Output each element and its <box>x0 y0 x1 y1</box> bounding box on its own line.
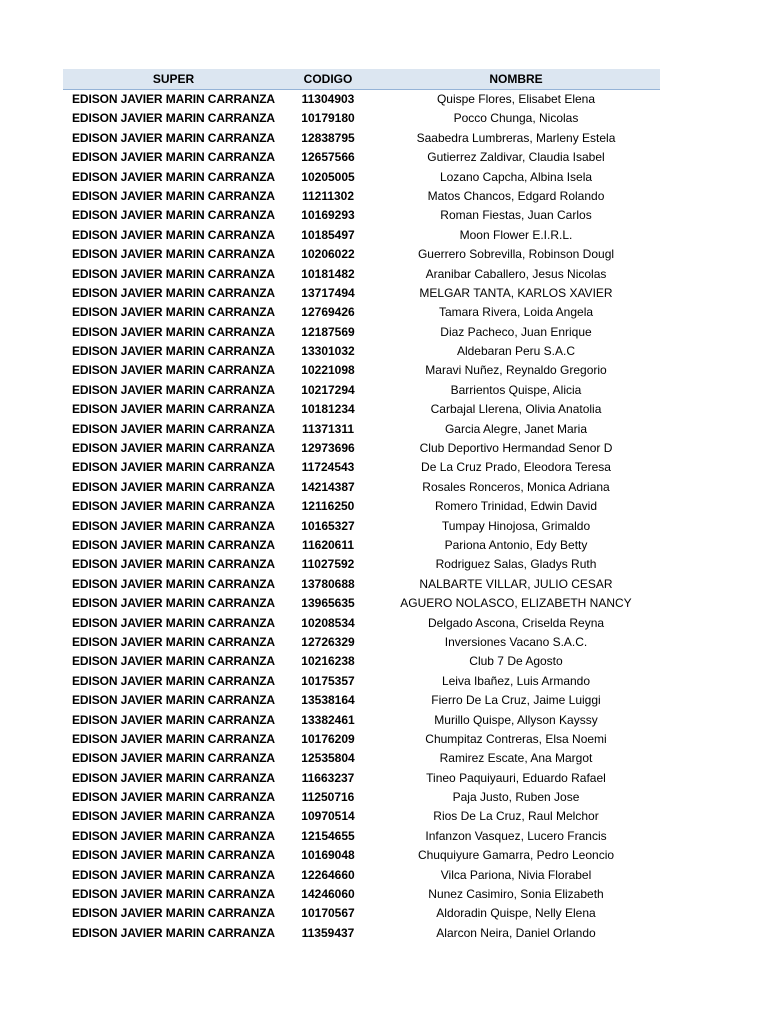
cell-codigo: 12116250 <box>301 499 355 514</box>
cell-nombre: Vilca Pariona, Nivia Florabel <box>440 867 592 882</box>
cell-codigo: 13965635 <box>301 596 355 611</box>
cell-super: EDISON JAVIER MARIN CARRANZA <box>72 421 275 436</box>
cell-nombre: Club Deportivo Hermandad Senor D <box>419 441 613 456</box>
cell-nombre: Paja Justo, Ruben Jose <box>452 790 580 805</box>
table-row <box>63 187 660 206</box>
cell-super: EDISON JAVIER MARIN CARRANZA <box>72 848 275 863</box>
cell-super: EDISON JAVIER MARIN CARRANZA <box>72 92 275 106</box>
cell-nombre: Aranibar Caballero, Jesus Nicolas <box>425 266 607 281</box>
table-row <box>63 846 660 865</box>
cell-codigo: 13382461 <box>301 712 355 727</box>
cell-nombre: Fierro De La Cruz, Jaime Luiggi <box>431 693 601 708</box>
table-row <box>63 381 660 400</box>
table-row <box>63 924 660 943</box>
cell-nombre: MELGAR TANTA, KARLOS XAVIER <box>419 285 613 300</box>
cell-codigo: 10181482 <box>301 266 355 281</box>
table-row <box>63 226 660 245</box>
cell-nombre: Matos Chancos, Edgard Rolando <box>427 188 605 203</box>
cell-super: EDISON JAVIER MARIN CARRANZA <box>72 188 275 203</box>
cell-codigo: 10176209 <box>301 731 355 746</box>
cell-super: EDISON JAVIER MARIN CARRANZA <box>72 247 275 262</box>
cell-super: EDISON JAVIER MARIN CARRANZA <box>72 169 275 184</box>
table-row <box>63 769 660 788</box>
cell-super: EDISON JAVIER MARIN CARRANZA <box>72 285 275 300</box>
cell-nombre: Quispe Flores, Elisabet Elena <box>436 92 596 106</box>
cell-nombre: Moon Flower E.I.R.L. <box>459 227 573 242</box>
table-row <box>63 575 660 594</box>
cell-nombre: Tineo Paquiyauri, Eduardo Rafael <box>426 770 606 785</box>
cell-nombre: Chuquiyure Gamarra, Pedro Leoncio <box>417 848 615 863</box>
cell-super: EDISON JAVIER MARIN CARRANZA <box>72 363 275 378</box>
cell-super: EDISON JAVIER MARIN CARRANZA <box>72 790 275 805</box>
table-body <box>63 90 660 943</box>
table-row <box>63 109 660 128</box>
cell-nombre: Ramirez Escate, Ana Margot <box>439 751 593 766</box>
cell-codigo: 11250716 <box>301 790 355 805</box>
table-row <box>63 420 660 439</box>
cell-codigo: 11304903 <box>301 92 355 106</box>
cell-super: EDISON JAVIER MARIN CARRANZA <box>72 925 275 940</box>
cell-codigo: 12838795 <box>301 130 355 145</box>
cell-nombre: AGUERO NOLASCO, ELIZABETH NANCY <box>400 596 632 611</box>
cell-super: EDISON JAVIER MARIN CARRANZA <box>72 111 275 126</box>
cell-super: EDISON JAVIER MARIN CARRANZA <box>72 576 275 591</box>
cell-codigo: 10175357 <box>301 673 355 688</box>
cell-nombre: Diaz Pacheco, Juan Enrique <box>440 324 592 339</box>
cell-nombre: Leiva Ibañez, Luis Armando <box>441 673 591 688</box>
column-header-nombre: NOMBRE <box>489 72 543 86</box>
cell-codigo: 10216238 <box>301 654 355 669</box>
cell-nombre: Inversiones Vacano S.A.C. <box>444 634 588 649</box>
cell-codigo: 10179180 <box>301 111 355 126</box>
table-row <box>63 672 660 691</box>
cell-super: EDISON JAVIER MARIN CARRANZA <box>72 887 275 902</box>
cell-codigo: 10169293 <box>301 208 355 223</box>
cell-codigo: 10205005 <box>301 169 355 184</box>
cell-super: EDISON JAVIER MARIN CARRANZA <box>72 693 275 708</box>
cell-codigo: 10170567 <box>301 906 355 921</box>
table-row <box>63 866 660 885</box>
cell-codigo: 11663237 <box>301 770 355 785</box>
cell-nombre: Maravi Nuñez, Reynaldo Gregorio <box>425 363 607 378</box>
table-row <box>63 497 660 516</box>
cell-super: EDISON JAVIER MARIN CARRANZA <box>72 537 275 552</box>
cell-nombre: Barrientos Quispe, Alicia <box>450 382 582 397</box>
cell-nombre: Chumpitaz Contreras, Elsa Noemi <box>425 731 607 746</box>
cell-codigo: 12769426 <box>301 305 355 320</box>
column-header-codigo: CODIGO <box>303 72 353 86</box>
cell-codigo: 10181234 <box>301 402 355 417</box>
table-row <box>63 555 660 574</box>
cell-super: EDISON JAVIER MARIN CARRANZA <box>72 402 275 417</box>
cell-super: EDISON JAVIER MARIN CARRANZA <box>72 227 275 242</box>
cell-nombre: Pocco Chunga, Nicolas <box>453 111 579 126</box>
cell-super: EDISON JAVIER MARIN CARRANZA <box>72 673 275 688</box>
cell-nombre: Saabedra Lumbreras, Marleny Estela <box>416 130 616 145</box>
cell-codigo: 10185497 <box>301 227 355 242</box>
column-header-super: SUPER <box>152 72 195 86</box>
cell-nombre: De La Cruz Prado, Eleodora Teresa <box>421 460 611 475</box>
cell-super: EDISON JAVIER MARIN CARRANZA <box>72 809 275 824</box>
cell-nombre: Tamara Rivera, Loida Angela <box>438 305 594 320</box>
cell-nombre: Rios De La Cruz, Raul Melchor <box>433 809 599 824</box>
cell-super: EDISON JAVIER MARIN CARRANZA <box>72 130 275 145</box>
cell-super: EDISON JAVIER MARIN CARRANZA <box>72 712 275 727</box>
cell-codigo: 11027592 <box>301 557 355 572</box>
cell-nombre: Guerrero Sobrevilla, Robinson Dougl <box>417 247 615 262</box>
cell-super: EDISON JAVIER MARIN CARRANZA <box>72 324 275 339</box>
cell-codigo: 10165327 <box>301 518 355 533</box>
cell-super: EDISON JAVIER MARIN CARRANZA <box>72 654 275 669</box>
table-row <box>63 361 660 380</box>
cell-codigo: 11620611 <box>301 537 355 552</box>
cell-nombre: Pariona Antonio, Edy Betty <box>444 537 588 552</box>
cell-super: EDISON JAVIER MARIN CARRANZA <box>72 382 275 397</box>
cell-super: EDISON JAVIER MARIN CARRANZA <box>72 828 275 843</box>
table-header-row <box>63 69 660 90</box>
table-row <box>63 652 660 671</box>
cell-nombre: Club 7 De Agosto <box>469 654 563 669</box>
cell-super: EDISON JAVIER MARIN CARRANZA <box>72 460 275 475</box>
table-row <box>63 827 660 846</box>
table-row <box>63 885 660 904</box>
cell-super: EDISON JAVIER MARIN CARRANZA <box>72 344 275 359</box>
cell-super: EDISON JAVIER MARIN CARRANZA <box>72 634 275 649</box>
table-row <box>63 168 660 187</box>
table-row <box>63 129 660 148</box>
cell-codigo: 12535804 <box>301 751 355 766</box>
cell-nombre: Aldoradin Quispe, Nelly Elena <box>436 906 596 921</box>
table-row <box>63 594 660 613</box>
cell-codigo: 11724543 <box>301 460 355 475</box>
cell-codigo: 13301032 <box>301 344 355 359</box>
cell-super: EDISON JAVIER MARIN CARRANZA <box>72 906 275 921</box>
cell-nombre: Roman Fiestas, Juan Carlos <box>440 208 592 223</box>
cell-super: EDISON JAVIER MARIN CARRANZA <box>72 770 275 785</box>
table-row <box>63 265 660 284</box>
cell-codigo: 12973696 <box>301 441 355 456</box>
table-row <box>63 691 660 710</box>
cell-super: EDISON JAVIER MARIN CARRANZA <box>72 305 275 320</box>
cell-nombre: Tumpay Hinojosa, Grimaldo <box>441 518 591 533</box>
table-row <box>63 730 660 749</box>
table-row <box>63 284 660 303</box>
cell-super: EDISON JAVIER MARIN CARRANZA <box>72 441 275 456</box>
cell-nombre: Alarcon Neira, Daniel Orlando <box>436 925 596 940</box>
cell-super: EDISON JAVIER MARIN CARRANZA <box>72 615 275 630</box>
cell-codigo: 14246060 <box>301 887 355 902</box>
cell-codigo: 10217294 <box>301 382 355 397</box>
table-row <box>63 206 660 225</box>
cell-codigo: 14214387 <box>301 479 355 494</box>
cell-super: EDISON JAVIER MARIN CARRANZA <box>72 557 275 572</box>
table-row <box>63 749 660 768</box>
cell-super: EDISON JAVIER MARIN CARRANZA <box>72 596 275 611</box>
cell-nombre: Nunez Casimiro, Sonia Elizabeth <box>428 887 604 902</box>
cell-super: EDISON JAVIER MARIN CARRANZA <box>72 518 275 533</box>
table-row <box>63 148 660 167</box>
cell-nombre: Infanzon Vasquez, Lucero Francis <box>425 828 607 843</box>
table-row <box>63 788 660 807</box>
cell-nombre: Gutierrez Zaldivar, Claudia Isabel <box>427 150 605 165</box>
cell-super: EDISON JAVIER MARIN CARRANZA <box>72 731 275 746</box>
cell-codigo: 11371311 <box>301 421 355 436</box>
cell-nombre: Lozano Capcha, Albina Isela <box>439 169 593 184</box>
cell-super: EDISON JAVIER MARIN CARRANZA <box>72 208 275 223</box>
cell-codigo: 12187569 <box>301 324 355 339</box>
table-row <box>63 711 660 730</box>
cell-codigo: 10208534 <box>301 615 355 630</box>
table-row <box>63 400 660 419</box>
cell-codigo: 12154655 <box>301 828 355 843</box>
table-row <box>63 536 660 555</box>
table-row <box>63 478 660 497</box>
table-row <box>63 614 660 633</box>
cell-codigo: 10221098 <box>301 363 355 378</box>
table-row <box>63 303 660 322</box>
cell-nombre: Rodriguez Salas, Gladys Ruth <box>435 557 597 572</box>
cell-nombre: Rosales Ronceros, Monica Adriana <box>422 479 610 494</box>
table-row <box>63 439 660 458</box>
table-row <box>63 323 660 342</box>
cell-codigo: 10970514 <box>301 809 355 824</box>
cell-codigo: 11211302 <box>301 188 355 203</box>
spreadsheet-table <box>63 69 660 943</box>
cell-super: EDISON JAVIER MARIN CARRANZA <box>72 150 275 165</box>
cell-codigo: 12657566 <box>301 150 355 165</box>
cell-codigo: 12726329 <box>301 634 355 649</box>
table-row <box>63 807 660 826</box>
cell-nombre: Carbajal Llerena, Olivia Anatolia <box>430 402 602 417</box>
cell-super: EDISON JAVIER MARIN CARRANZA <box>72 867 275 882</box>
table-row <box>63 90 660 109</box>
cell-nombre: Murillo Quispe, Allyson Kayssy <box>434 712 598 727</box>
cell-super: EDISON JAVIER MARIN CARRANZA <box>72 751 275 766</box>
cell-codigo: 13780688 <box>301 576 355 591</box>
cell-nombre: NALBARTE VILLAR, JULIO CESAR <box>419 576 613 591</box>
cell-super: EDISON JAVIER MARIN CARRANZA <box>72 266 275 281</box>
table-row <box>63 245 660 264</box>
cell-nombre: Aldebaran Peru S.A.C <box>456 344 576 359</box>
cell-codigo: 13717494 <box>301 285 355 300</box>
cell-codigo: 11359437 <box>301 925 355 940</box>
table-row <box>63 633 660 652</box>
cell-super: EDISON JAVIER MARIN CARRANZA <box>72 479 275 494</box>
cell-super: EDISON JAVIER MARIN CARRANZA <box>72 499 275 514</box>
table-row <box>63 342 660 361</box>
cell-nombre: Delgado Ascona, Criselda Reyna <box>427 615 605 630</box>
cell-nombre: Romero Trinidad, Edwin David <box>434 499 598 514</box>
cell-codigo: 12264660 <box>301 867 355 882</box>
cell-codigo: 10169048 <box>301 848 355 863</box>
table-row <box>63 458 660 477</box>
cell-codigo: 10206022 <box>301 247 355 262</box>
table-row <box>63 517 660 536</box>
cell-codigo: 13538164 <box>301 693 355 708</box>
table-row <box>63 904 660 923</box>
cell-nombre: Garcia Alegre, Janet Maria <box>444 421 588 436</box>
